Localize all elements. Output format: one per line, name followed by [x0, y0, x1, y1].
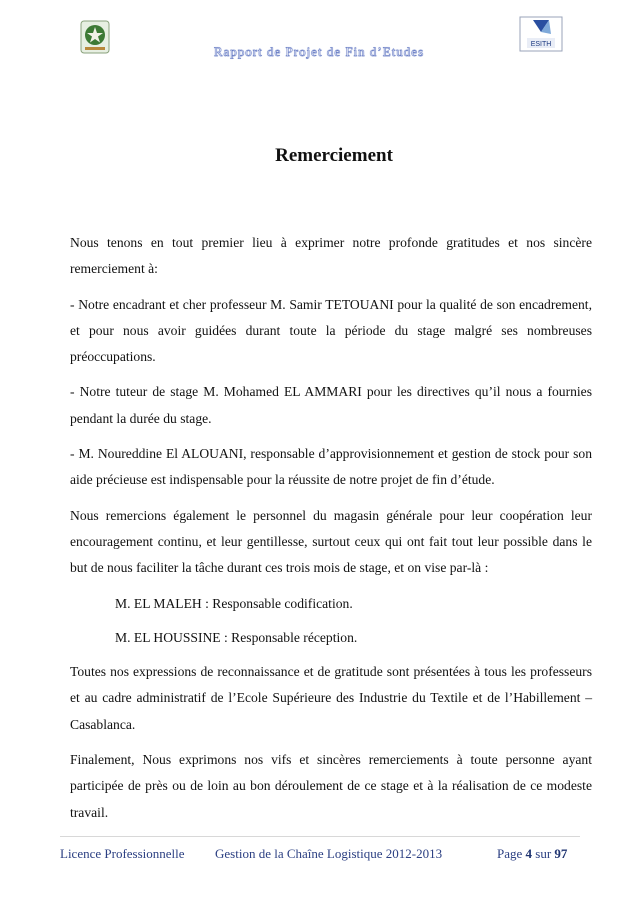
footer-degree: Licence Professionnelle	[60, 846, 185, 861]
staff-entry: M. EL HOUSSINE : Responsable réception.	[115, 629, 358, 645]
paragraph: Finalement, Nous exprimons nos vifs et sincères remerciements à toute personne ayant participée de près ou de loin au bon déroulement de ce stage et à la réalisation de ce modeste travail.	[70, 752, 592, 820]
paragraph: - Notre encadrant et cher professeur M. Samir TETOUANI pour la qualité de son encadrement, et pour nous avoir guidées durant toute la période du stage malgré ses nombreuses préoccupations.	[70, 296, 592, 365]
paragraph: Nous tenons en tout premier lieu à exprimer notre profonde gratitudes et nos sincère remerciement à:	[70, 235, 592, 277]
paragraph: Nous remercions également le personnel du magasin générale pour leur coopération leur encouragement continu, et leur gentillesse, surtout ceux qui ont fait tout leur possible dans le but de nous faciliter la tâche durant ces trois mois de stage, et on vise par-là :	[70, 507, 592, 576]
body-text	[70, 230, 592, 835]
header-title: Rapport de Projet de Fin d’Etudes	[213, 44, 425, 59]
page-heading: Remerciement	[275, 145, 393, 166]
footer-program: Gestion de la Chaîne Logistique 2012-2013	[215, 846, 443, 861]
footer-page-number: Page 4 sur 97	[497, 846, 568, 861]
paragraph: - M. Noureddine El ALOUANI, responsable d’approvisionnement et gestion de stock pour son aide précieuse est indispensable pour la réussite de notre projet de fin d’étude.	[70, 446, 592, 488]
paragraph: Toutes nos expressions de reconnaissance et de gratitude sont présentées à tous les professeurs et au cadre administratif de l’Ecole Supérieure des Industrie du Textile et de l’Habillement – Casablanca.	[70, 664, 592, 732]
paragraph: - Notre tuteur de stage M. Mohamed EL AMMARI pour les directives qu’il nous a fournies pendant la durée du stage.	[70, 384, 592, 426]
staff-entry: M. EL MALEH : Responsable codification.	[115, 595, 353, 611]
svg-text:ESITH: ESITH	[530, 41, 552, 48]
footer-divider	[60, 836, 580, 837]
